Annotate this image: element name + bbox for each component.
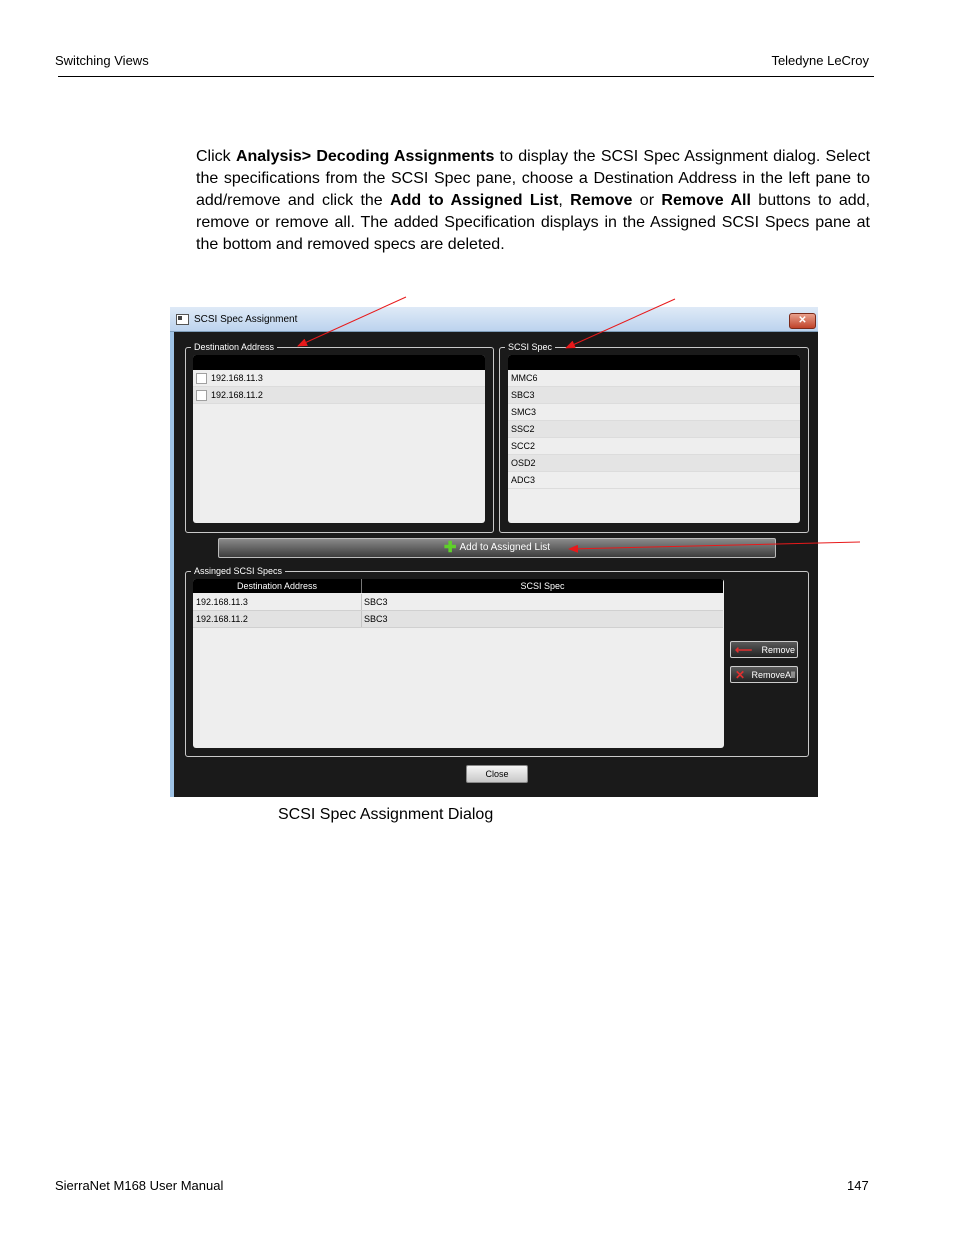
remove-all-button[interactable] <box>730 666 798 683</box>
plus-icon: ✚ <box>443 539 457 556</box>
paragraph-text: or <box>632 192 662 209</box>
column-header-spec[interactable]: SCSI Spec <box>520 581 565 591</box>
figure-caption: SCSI Spec Assignment Dialog <box>278 806 494 823</box>
remove-all-button-label: RemoveAll <box>751 670 795 680</box>
paragraph-text: , <box>558 192 571 209</box>
dialog-title: SCSI Spec Assignment <box>194 314 298 325</box>
spec-row[interactable] <box>508 472 800 489</box>
spec-row[interactable] <box>508 404 800 421</box>
paragraph-text: Click <box>196 148 236 165</box>
scsi-spec-group <box>499 342 809 533</box>
destination-row[interactable] <box>193 387 485 404</box>
arrow-left-icon: ⟵ <box>735 643 753 657</box>
destination-value: 192.168.11.2 <box>211 390 263 400</box>
remove-button[interactable] <box>730 641 798 658</box>
spec-row[interactable] <box>508 455 800 472</box>
add-button-ref-bold: Add to Assigned List <box>390 192 559 209</box>
list-header <box>508 355 800 370</box>
spec-row[interactable] <box>508 438 800 455</box>
paragraph-text: buttons to add, remove or remove all. The added Specification displays in the Assigned SCSI Specs pane at the bottom and removed specs are deleted. <box>196 192 871 253</box>
spec-value: OSD2 <box>511 458 536 468</box>
column-header-destination[interactable]: Destination Address <box>193 579 362 593</box>
spec-value: ADC3 <box>511 475 536 485</box>
spec-row[interactable] <box>508 370 800 387</box>
cell-destination: 192.168.11.2 <box>196 614 248 624</box>
header-section-title: Switching Views <box>55 53 149 68</box>
checkbox[interactable] <box>196 373 207 384</box>
footer-page-number: 147 <box>847 1178 869 1193</box>
window-close-icon[interactable]: ✕ <box>789 313 816 329</box>
x-icon: ✕ <box>735 668 746 682</box>
paragraph-text: to display the SCSI Spec Assignment dialog. Select the specifications from the SCSI Spec pane, choose a Destination Address in the left pane to add/remove and click the <box>196 148 871 209</box>
cell-divider <box>361 594 362 610</box>
list-header <box>193 355 485 370</box>
dialog-title-bar[interactable] <box>170 307 818 332</box>
assigned-scsi-specs-group <box>185 566 809 757</box>
checkbox[interactable] <box>196 390 207 401</box>
scsi-spec-assignment-dialog <box>170 307 818 797</box>
scsi-spec-label: SCSI Spec <box>505 341 555 353</box>
window-app-icon <box>176 314 189 325</box>
scsi-spec-list <box>508 355 800 523</box>
close-button[interactable]: Close <box>466 765 528 783</box>
add-to-assigned-list-button[interactable] <box>218 538 776 558</box>
menu-path-bold: Analysis> Decoding Assignments <box>235 148 495 165</box>
assigned-specs-table <box>193 579 724 748</box>
header-rule <box>58 76 874 77</box>
spec-row[interactable] <box>508 387 800 404</box>
add-button-label: Add to Assigned List <box>459 542 551 553</box>
footer-manual-title: SierraNet M168 User Manual <box>55 1178 224 1193</box>
header-company: Teledyne LeCroy <box>771 53 869 68</box>
spec-value: SMC3 <box>511 407 537 417</box>
table-header <box>193 579 723 593</box>
remove-ref-bold: Remove <box>570 192 633 209</box>
window-side-strip <box>170 331 174 797</box>
table-row[interactable] <box>193 594 723 611</box>
spec-value: SBC3 <box>511 390 535 400</box>
table-row[interactable] <box>193 611 723 628</box>
destination-address-group <box>185 342 494 533</box>
destination-value: 192.168.11.3 <box>211 373 263 383</box>
spec-value: SSC2 <box>511 424 535 434</box>
spec-row[interactable] <box>508 421 800 438</box>
remove-all-ref-bold: Remove All <box>661 192 751 209</box>
cell-divider <box>361 611 362 627</box>
destination-row[interactable] <box>193 370 485 387</box>
cell-spec: SBC3 <box>364 614 388 624</box>
instruction-paragraph <box>196 146 870 256</box>
spec-value: MMC6 <box>511 373 538 383</box>
remove-button-label: Remove <box>761 645 795 655</box>
cell-spec: SBC3 <box>364 597 388 607</box>
assigned-scsi-specs-label: Assinged SCSI Specs <box>191 565 285 577</box>
destination-address-list <box>193 355 485 523</box>
spec-value: SCC2 <box>511 441 536 451</box>
destination-address-label: Destination Address <box>191 341 277 353</box>
cell-destination: 192.168.11.3 <box>196 597 248 607</box>
